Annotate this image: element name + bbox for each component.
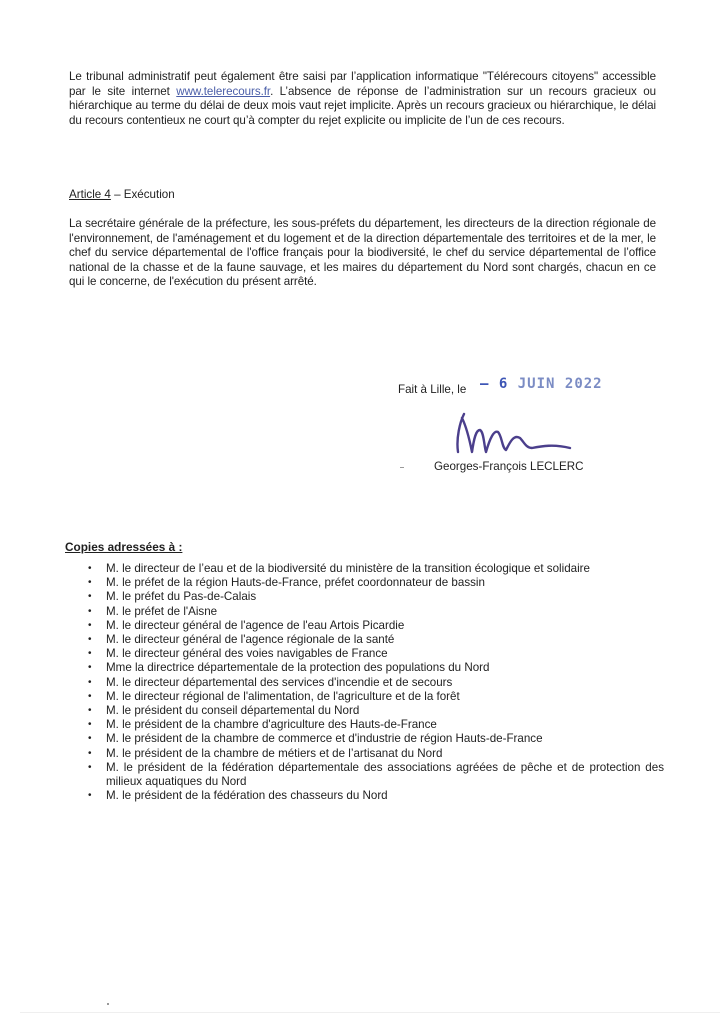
- bullet-icon: •: [88, 619, 92, 631]
- list-item: • M. le président de la fédération des chasseurs du Nord: [88, 789, 388, 803]
- signature-mark: [400, 467, 404, 468]
- scan-speck: [107, 1003, 109, 1005]
- bullet-icon: •: [88, 790, 92, 802]
- bullet-icon: •: [88, 577, 92, 589]
- list-item: • M. le président de la chambre de commerce et d'industrie de région Hauts-de-France: [88, 732, 543, 746]
- signer-name: Georges-François LECLERC: [434, 460, 584, 473]
- bullet-icon: •: [88, 690, 92, 702]
- appeal-paragraph: [69, 70, 656, 128]
- article-title: Exécution: [123, 188, 175, 201]
- list-item: • M. le président de la chambre d'agriculture des Hauts-de-France: [88, 718, 437, 732]
- list-item: • M. le préfet du Pas-de-Calais: [88, 590, 257, 604]
- handwritten-signature-icon: [450, 408, 590, 458]
- stamp-dash: –: [480, 376, 490, 392]
- bullet-icon: •: [88, 747, 92, 759]
- list-item: • Mme la directrice départementale de la protection des populations du Nord: [88, 661, 490, 675]
- bullet-icon: •: [88, 591, 92, 603]
- list-item: • M. le président de la fédération départementale des associations agréées de pêche et de protection des milieux aquatiques du Nord: [88, 760, 664, 789]
- list-item: • M. le directeur général de l'agence régionale de la santé: [88, 633, 395, 647]
- bullet-icon: •: [88, 563, 92, 574]
- bullet-icon: •: [88, 676, 92, 688]
- scan-edge-line: [20, 1012, 720, 1013]
- bullet-icon: •: [88, 662, 92, 674]
- article-separator: –: [110, 188, 124, 201]
- list-item: • M. le directeur régional de l'alimentation, de l'agriculture et de la forêt: [88, 689, 460, 703]
- appeal-text-after-link: . L’absence de réponse de l’administration sur un recours gracieux ou hiérarchique au terme du délai de deux mois vaut rejet implicite. Après un recours gracieux ou hiérarchique, le délai du recours contentieux ne court qu’à compter du rejet explicite ou implicite de l’un de ces recours.: [69, 84, 657, 127]
- appeal-text-before-link: Le tribunal administratif peut également être saisi par l’application informatique "Télérecours citoyens" accessible par le site internet: [69, 70, 656, 98]
- list-item: • M. le directeur général de l'agence de l'eau Artois Picardie: [88, 618, 405, 632]
- place-date-label: Fait à Lille, le: [398, 383, 467, 396]
- stamp-day: 6: [498, 376, 509, 392]
- bullet-icon: •: [88, 634, 92, 646]
- bullet-icon: •: [88, 648, 92, 660]
- bullet-icon: •: [88, 733, 92, 745]
- copies-list: [88, 562, 664, 803]
- bullet-icon: •: [88, 761, 92, 773]
- list-item: • M. le directeur général des voies navigables de France: [88, 647, 388, 661]
- copies-heading: Copies adressées à :: [65, 540, 183, 554]
- article-number: Article 4: [69, 188, 111, 201]
- list-item: • M. le préfet de l'Aisne: [88, 604, 218, 618]
- list-item: • M. le président de la chambre de métiers et de l’artisanat du Nord: [88, 746, 443, 760]
- article-heading: [69, 188, 175, 201]
- date-stamp: [480, 376, 603, 392]
- list-item: • M. le directeur départemental des services d'incendie et de secours: [88, 675, 453, 689]
- bullet-icon: •: [88, 605, 92, 617]
- telerecours-link[interactable]: www.telerecours.fr: [176, 84, 271, 98]
- bullet-icon: •: [88, 705, 92, 717]
- execution-paragraph: La secrétaire générale de la préfecture, les sous-préfets du département, les directeurs de la direction régionale de l'environnement, de l'aménagement et du logement et de la direction départementale des territoires et de la mer, le chef du service départemental de l'office français pour la biodiversité, le chef du service départemental de l’office national de la chasse et de la faune sauvage, et les maires du département du Nord sont chargés, chacun en ce qui le concerne, de l'exécution du présent arrêté.: [69, 217, 656, 289]
- bullet-icon: •: [88, 719, 92, 731]
- list-item: • M. le président du conseil départemental du Nord: [88, 704, 360, 718]
- stamp-month-year: JUIN 2022: [517, 376, 603, 392]
- list-item: • M. le préfet de la région Hauts-de-France, préfet coordonnateur de bassin: [88, 576, 485, 590]
- list-item: • M. le directeur de l’eau et de la biodiversité du ministère de la transition écologique et solidaire: [88, 562, 590, 575]
